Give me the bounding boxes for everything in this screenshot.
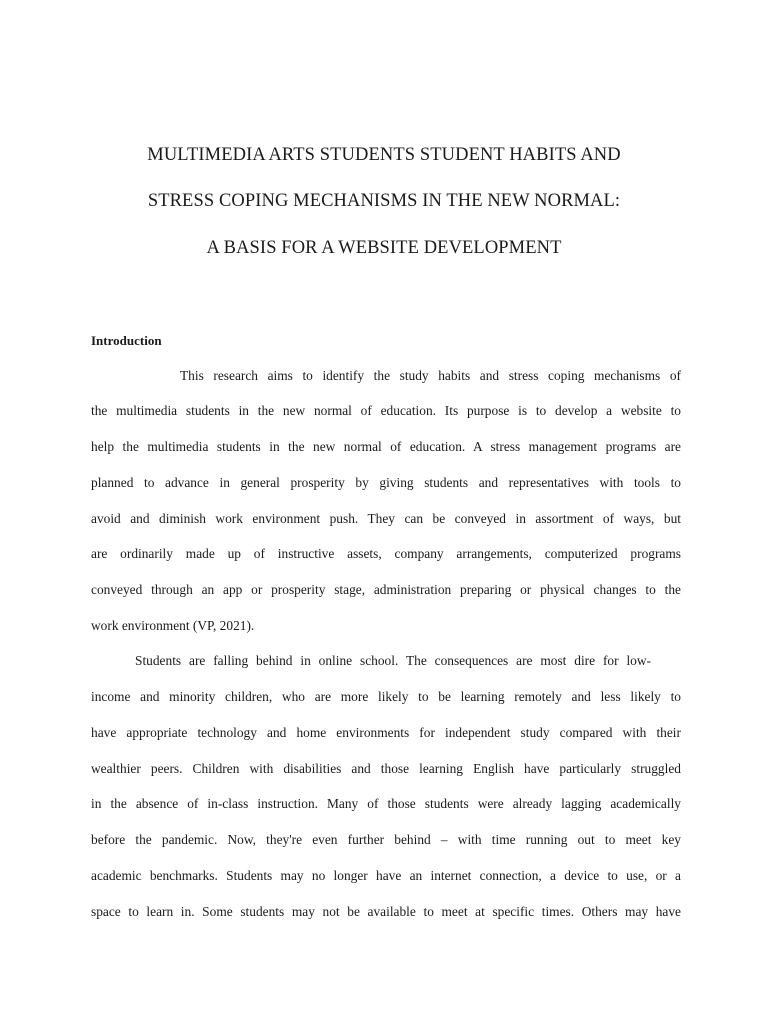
- paragraph-2-line-1: Students are falling behind in online school. The consequences are most dire for low-: [135, 653, 651, 668]
- paragraph-1-line-3: help the multimedia students in the new normal of education. A stress management programs are: [91, 439, 681, 454]
- paragraph-2-line-4: wealthier peers. Children with disabilities and those learning English have particularly struggled: [91, 761, 681, 776]
- paragraph-1-line-7: conveyed through an app or prosperity stage, administration preparing or physical changes to the: [91, 582, 681, 597]
- title-line-3: A BASIS FOR A WEBSITE DEVELOPMENT: [206, 238, 562, 258]
- title-line-1: MULTIMEDIA ARTS STUDENTS STUDENT HABITS AND: [147, 145, 621, 165]
- paragraph-1-line-1: This research aims to identify the study habits and stress coping mechanisms of: [180, 368, 681, 383]
- paragraph-1-line-8: work environment (VP, 2021).: [91, 618, 255, 633]
- section-heading-introduction: Introduction: [91, 333, 162, 348]
- paragraph-1-line-6: are ordinarily made up of instructive assets, company arrangements, computerized programs: [91, 546, 681, 561]
- paragraph-2-line-7: academic benchmarks. Students may no longer have an internet connection, a device to use, or a: [91, 868, 681, 883]
- title-line-2: STRESS COPING MECHANISMS IN THE NEW NORMAL:: [147, 191, 621, 211]
- paragraph-2-line-5: in the absence of in-class instruction. Many of those students were already lagging academically: [91, 796, 681, 811]
- paragraph-1-line-5: avoid and diminish work environment push. They can be conveyed in assortment of ways, but: [91, 511, 681, 526]
- paragraph-1-line-2: the multimedia students in the new normal of education. Its purpose is to develop a website to: [91, 403, 681, 418]
- paragraph-1-line-4: planned to advance in general prosperity by giving students and representatives with tools to: [91, 475, 681, 490]
- paragraph-2-line-2: income and minority children, who are more likely to be learning remotely and less likely to: [91, 689, 681, 704]
- paragraph-2-line-6: before the pandemic. Now, they're even further behind – with time running out to meet key: [91, 832, 681, 847]
- paragraph-2-line-3: have appropriate technology and home environments for independent study compared with their: [91, 725, 681, 740]
- paragraph-2-line-8: space to learn in. Some students may not be available to meet at specific times. Others may have: [91, 904, 681, 919]
